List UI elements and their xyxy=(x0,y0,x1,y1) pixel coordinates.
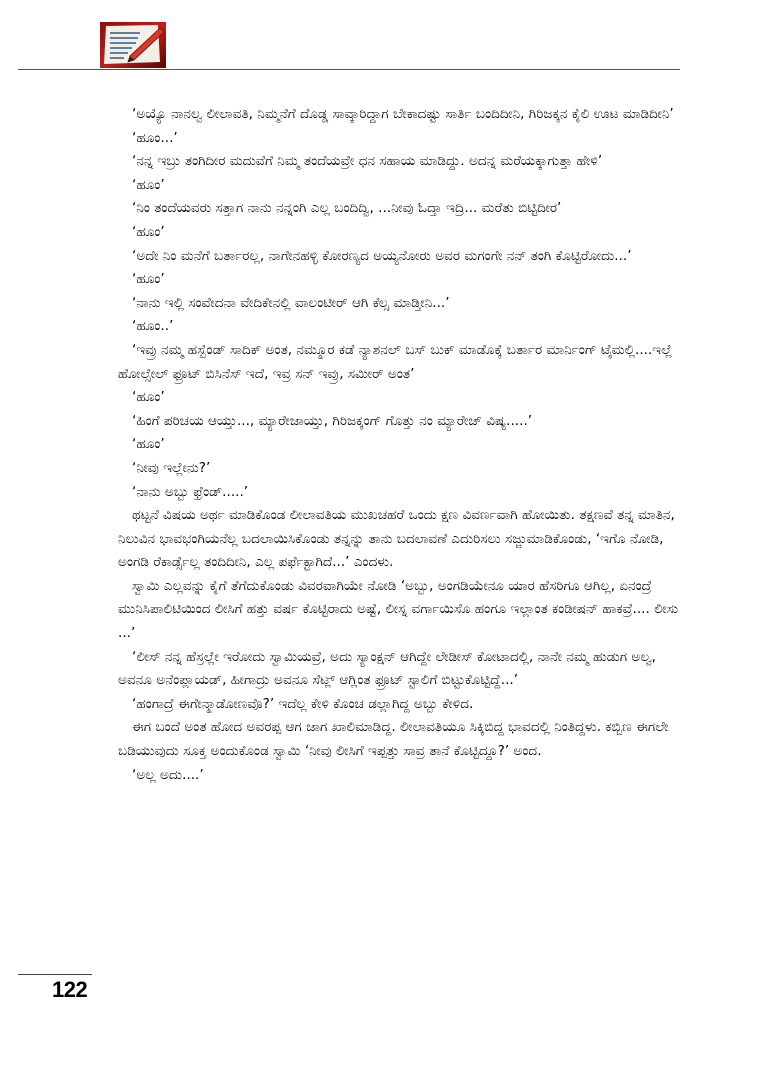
paragraph: ‘ಅಲ್ಲ ಅದು....’ xyxy=(132,766,204,783)
paragraph: ಈಗ ಬಂದೆ ಅಂತ ಹೋದ ಅವರಪ್ಪ ಆಗ ಜಾಗ ಖಾಲಿಮಾಡಿದ್ದ. ಲೀಲಾವತಿಯೂ ಸಿಕ್ಕಿಬಿದ್ದ ಭಾವದಲ್ಲಿ ನಿಂತಿದ್ದಳು. ಕಬ್ಬಿಣ ಈಗಲೇ ಬಡಿಯುವುದು ಸೂಕ್ತ ಅಂದುಕೊಂಡ ಸ್ವಾಮಿ ‘ನೀವು ಲೀಸಿಗೆ ಇಪ್ಪತ್ತು ಸಾವ್ರ ತಾನೆ ಕೊಟ್ಟಿದ್ದೂ?’ ಅಂದ. xyxy=(118,719,669,760)
paragraph: ‘ಹೂಂ’ xyxy=(132,436,165,453)
paragraph: ‘ಇವ್ರು ನಮ್ಮ ಹಸ್ಬೆಂಡ್ ಸಾದಿಕ್ ಅಂತ, ನಮ್ಮೂರ ಕಡೆ ನ್ಯಾಶನಲ್ ಬಸ್ ಬುಕ್ ಮಾಡೊಕ್ಕೆ ಬರ್ತಾರ ಮಾರ್ನಿಂಗ್ ಟೈಮಲ್ಲಿ....ಇಲ್ಲೆ ಹೋಲ್ಸೇಲ್ ಫ್ರೂಟ್ ಬಿಸಿನೆಸ್ ಇದೆ, ಇವ್ರ ಸನ್ ಇವ್ರು, ಸಮೀರ್ ಅಂತ’ xyxy=(118,341,673,382)
header-divider xyxy=(18,69,680,70)
body-text xyxy=(118,103,684,787)
paragraph: ‘ಹಂಗಾದ್ರೆ ಈಗೇನ್ಮಾಡೋಣವೊ?’ ಇದೆಲ್ಲ ಕೇಳಿ ಕೊಂಚ ಡಲ್ಲಾಗಿದ್ದ ಅಬ್ಬು ಕೇಳಿದ. xyxy=(132,695,474,712)
paragraph: ‘ಹೂಂ’ xyxy=(132,271,165,288)
paragraph: ‘ಅದೇ ನಿಂ ಮನೆಗೆ ಬರ್ತಾರಲ್ಲ, ನಾಗೇನಹಳ್ಳಿ ಕೋರಣ್ಯದ ಅಯ್ಯನೋರು ಅವರ ಮಗಂಗೇ ನನ್ ತಂಗಿ ಕೊಟ್ಟಿರೋದು...’ xyxy=(132,247,632,264)
paragraph: ‘ನಾನು ಅಬ್ಬು ಫ್ರೆಂಡ್.....’ xyxy=(132,483,249,500)
paragraph: ‘ಹಿಂಗೆ ಪರಿಚಯ ಆಯ್ತು..., ಮ್ಯಾರೇಜಾಯ್ತು, ಗಿರಿಜಕ್ಕಂಗ್ ಗೊತ್ತು ನಂ ಮ್ಯಾರೇಜ್ ವಿಷ್ಯ.....’ xyxy=(132,412,533,429)
paragraph: ‘ಲೀಸ್ ನನ್ನ ಹೆಸ್ರಲ್ಲೇ ಇರೋದು ಸ್ವಾಮಿಯವ್ರೆ, ಅದು ಸ್ಯಾಂಕ್ಷನ್ ಆಗಿದ್ದೇ ಲೇಡೀಸ್ ಕೋಟಾದಲ್ಲಿ, ನಾನೇ ನಮ್ಮ ಹುಡುಗ ಅಲ್ವ, ಅವನೂ ಅನೆಂಪ್ಲಾಯಡ್, ಹೀಗಾದ್ರು ಅವನೂ ಸೆಟ್ಲ್ ಆಗ್ಲಿಂತ ಫ್ರೂಟ್ ಸ್ಟಾಲಿಗೆ ಬಿಟ್ಟುಕೊಟ್ಟಿದ್ದೆ...’ xyxy=(118,648,656,689)
footer-divider xyxy=(18,974,92,975)
paragraph: ‘ನಾನು ಇಲ್ಲಿ ಸಂವೇದನಾ ವೇದಿಕೇನಲ್ಲಿ ವಾಲಂಟೀರ್ ಆಗಿ ಕೆಲ್ಸ ಮಾಡ್ತೀನಿ...’ xyxy=(132,294,450,311)
notepad-with-pen-icon xyxy=(100,22,166,68)
paragraph: ‘ನಿಂ ತಂದೆಯವರು ಸತ್ತಾಗ ನಾನು ನನ್ನಂಗಿ ಎಲ್ಲ ಬಂದಿದ್ವಿ, ...ನೀವು ಓದ್ತಾ ಇದ್ರಿ... ಮರೆತು ಬಿಟ್ಟಿದೀರ’ xyxy=(132,200,562,217)
paragraph: ‘ಹೂಂ’ xyxy=(132,389,165,406)
paragraph: ‘ಹೂಂ’ xyxy=(132,176,165,193)
paragraph: ‘ಅಯ್ಯೊ ನಾನಲ್ವ ಲೀಲಾವತಿ, ನಿಮ್ಮನೆಗೆ ದೊಡ್ಡ ಸಾವ್ಕಾರಿದ್ದಾಗ ಬೇಕಾದಷ್ಟು ಸಾರ್ತಿ ಬಂದಿದೀನಿ, ಗಿರಿಜಕ್ಕನ ಕೈಲಿ ಊಟ ಮಾಡಿದೀನಿ’ xyxy=(132,106,674,122)
paragraph: ‘ಹೂಂ..’ xyxy=(132,318,174,335)
paragraph: ‘ನನ್ನ ಇಬ್ರು ತಂಗಿದೀರ ಮದುವೆಗೆ ನಿಮ್ಮ ತಂದೆಯವ್ರೇ ಧನ ಸಹಾಯ ಮಾಡಿದ್ದು. ಅದನ್ನ ಮರೆಯಕ್ಕಾಗುತ್ತಾ ಹೇಳಿ’ xyxy=(132,153,603,170)
paragraph: ‘ಹೂಂ...’ xyxy=(132,129,178,146)
paragraph: ಥಟ್ಟನೆ ವಿಷಯ ಅರ್ಥ ಮಾಡಿಕೊಂಡ ಲೀಲಾವತಿಯ ಮುಖಚಹರೆ ಒಂದು ಕ್ಷಣ ವಿವರ್ಣವಾಗಿ ಹೋಯಿತು. ತಕ್ಷಣವೆ ತನ್ನ ಮಾತಿನ, ನಿಲುವಿನ ಭಾವಭಂಗಿಯನೆಲ್ಲ ಬದಲಾಯಿಸಿಕೊಂಡು ತನ್ನನ್ನು ತಾನು ಬದಲಾವಣೆ ಎದುರಿಸಲು ಸಜ್ಜುಮಾಡಿಕೊಂಡು, ‘ಇಗೊ ನೋಡಿ, ಅಂಗಡಿ ರೆಕಾರ್ಡ್ಸೆಲ್ಲ ತಂದಿದೀನಿ, ಎಲ್ಲ ಪರ್ಫೆಕ್ಟಾಗಿದೆ...’ ಎಂದಳು. xyxy=(118,507,675,571)
page-number: 122 xyxy=(52,977,88,1002)
paragraph: ‘ಹೂಂ’ xyxy=(132,223,165,240)
paragraph: ಸ್ವಾಮಿ ಎಲ್ಲವನ್ನು ಕೈಗೆ ತೆಗೆದುಕೊಂಡು ವಿವರವಾಗಿಯೇ ನೋಡಿ ‘ಅಬ್ಬು, ಅಂಗಡಿಯೇನೂ ಯಾರ ಹೆಸರಿಗೂ ಆಗಿಲ್ಲ, ಏನಂದ್ರೆ ಮುನಿಸಿಪಾಲಿಟಿಯಿಂದ ಲೀಸಿಗೆ ಹತ್ತು ವರ್ಷ ಕೊಟ್ಟಿರಾದು ಅಷ್ಟೆ, ಲೀಸ್ನ ವರ್ಗಾಯಿಸೊ ಹಂಗೂ ಇಲ್ಲಾಂತ ಕಂಡೀಷನ್ ಹಾಕವ್ರೆ.... ಲೀಸು ...’ xyxy=(118,577,679,642)
paragraph: ‘ನೀವು ಇಲ್ಲೇನು?’ xyxy=(132,459,211,476)
